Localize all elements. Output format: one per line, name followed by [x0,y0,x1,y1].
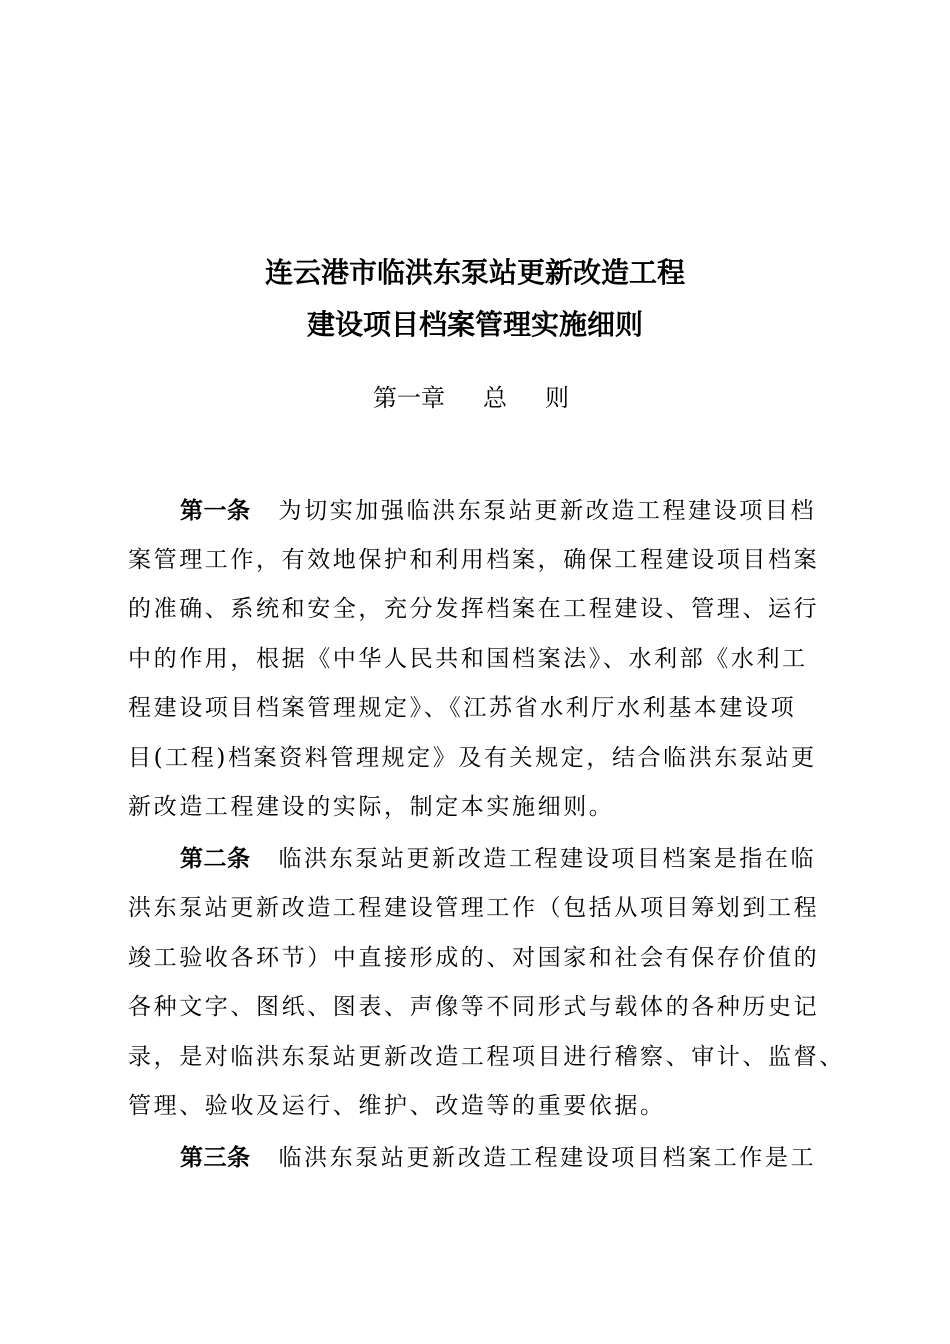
article-2-text: 临洪东泵站更新改造工程建设项目档案是指在临 [278,846,817,872]
article-2-line-2: 洪东泵站更新改造工程建设管理工作（包括从项目筹划到工程 [128,895,820,921]
document-title-line-2: 建设项目档案管理实施细则 [306,308,643,341]
article-2-line-1 [180,841,880,877]
article-1-line-4: 中的作用，根据《中华人民共和国档案法》、水利部《水利工 [128,646,808,672]
article-2-line-5: 录，是对临洪东泵站更新改造工程项目进行稽察、审计、监督、 [128,1044,845,1070]
article-1-line-3: 的准确、系统和安全，充分发挥档案在工程建设、管理、运行 [128,596,820,622]
article-1-line-5: 程建设项目档案管理规定》、《江苏省水利厅水利基本建设项 [128,695,797,721]
article-1-label: 第一条 [180,498,251,524]
article-1-line-6: 目(工程)档案资料管理规定》及有关规定，结合临洪东泵站更 [128,745,817,771]
chapter-heading [373,378,569,418]
article-1-text: 为切实加强临洪东泵站更新改造工程建设项目档 [278,498,817,524]
article-1-line-1 [180,493,880,529]
article-1-line-2: 案管理工作，有效地保护和利用档案，确保工程建设项目档案 [128,547,820,573]
chapter-number: 第一章 [373,384,445,412]
article-3-line-1 [180,1140,880,1176]
chapter-name-part-1: 总 [483,384,507,412]
article-3-label: 第三条 [180,1145,251,1171]
article-2-line-6: 管理、验收及运行、维护、改造等的重要依据。 [128,1093,666,1119]
article-3-text: 临洪东泵站更新改造工程建设项目档案工作是工 [278,1145,817,1171]
document-title-line-1: 连云港市临洪东泵站更新改造工程 [264,256,685,289]
article-2-line-4: 各种文字、图纸、图表、声像等不同形式与载体的各种历史记 [128,994,820,1020]
article-2-label: 第二条 [180,846,251,872]
chapter-name-part-2: 则 [545,384,569,412]
article-2-line-3: 竣工验收各环节）中直接形成的、对国家和社会有保存价值的 [128,945,820,971]
article-1-line-7: 新改造工程建设的实际，制定本实施细则。 [128,794,615,820]
